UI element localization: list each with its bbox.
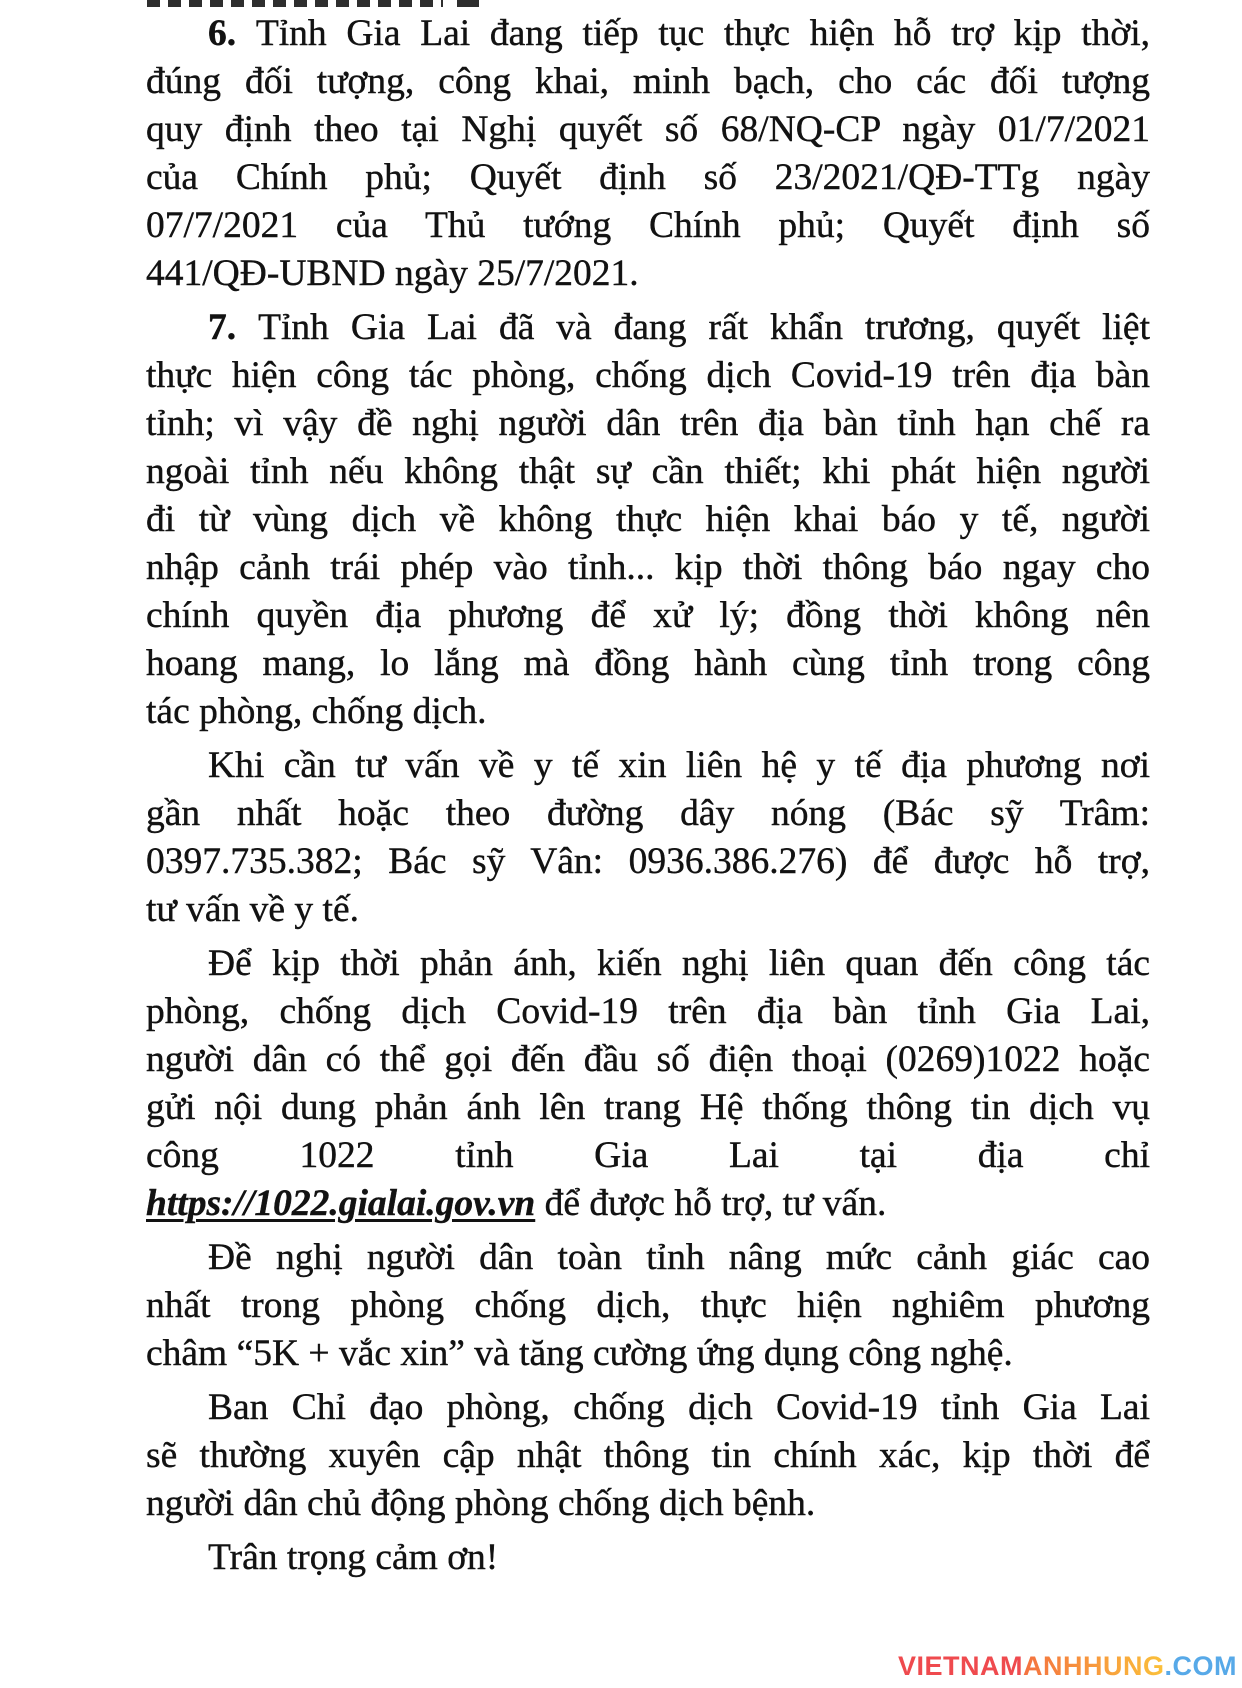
text-line: [146, 1084, 1150, 1132]
paragraph-thanks: [146, 1534, 1150, 1582]
text-segment: gửi nội dung phản ánh lên trang Hệ thống thông tin dịch vụ: [146, 1087, 1150, 1128]
text-line: [146, 688, 1150, 736]
text-segment: của Chính phủ; Quyết định số 23/2021/QĐ-TTg ngày: [146, 157, 1150, 198]
text-segment: phòng, chống dịch Covid-19 trên địa bàn tỉnh Gia Lai,: [146, 991, 1150, 1032]
text-line: [146, 742, 1150, 790]
text-segment: Tỉnh Gia Lai đã và đang rất khẩn trương, quyết liệt: [258, 307, 1150, 348]
text-line: [146, 496, 1150, 544]
watermark-part: ANHHUNG: [1023, 1651, 1165, 1681]
text-line: [146, 10, 1150, 58]
document-body: [146, 10, 1150, 1588]
link-1022-gialai[interactable]: https://1022.gialai.gov.vn: [146, 1183, 536, 1224]
text-line: [146, 106, 1150, 154]
text-segment: tác phòng, chống dịch.: [146, 691, 487, 732]
text-segment: sẽ thường xuyên cập nhật thông tin chính xác, kịp thời để: [146, 1435, 1150, 1476]
text-segment: 6.: [208, 13, 256, 54]
text-segment: người dân chủ động phòng chống dịch bệnh.: [146, 1483, 816, 1524]
watermark-part: VIETNAM: [898, 1651, 1023, 1681]
paragraph-7: [146, 304, 1150, 736]
text-line: [146, 202, 1150, 250]
watermark-vietnamanhhung: [898, 1651, 1237, 1682]
text-line: [146, 1330, 1150, 1378]
text-line: [146, 352, 1150, 400]
paragraph-hotline: [146, 742, 1150, 934]
text-line: [146, 544, 1150, 592]
text-line: [146, 304, 1150, 352]
cropped-text-fragment: [147, 0, 443, 7]
text-line: [146, 940, 1150, 988]
text-segment: nhất trong phòng chống dịch, thực hiện nghiêm phương: [146, 1285, 1150, 1326]
text-segment: công 1022 tỉnh Gia Lai tại địa chỉ: [146, 1135, 1150, 1176]
text-segment: tư vấn về y tế.: [146, 889, 359, 930]
text-segment: thực hiện công tác phòng, chống dịch Covid-19 trên địa bàn: [146, 355, 1150, 396]
text-segment: Tỉnh Gia Lai đang tiếp tục thực hiện hỗ trợ kịp thời,: [255, 13, 1150, 54]
text-line: [146, 838, 1150, 886]
text-segment: 0397.735.382; Bác sỹ Vân: 0936.386.276) để được hỗ trợ,: [146, 841, 1150, 882]
cropped-text-fragment-tail: [457, 0, 479, 7]
text-line: [146, 1480, 1150, 1528]
text-segment: gần nhất hoặc theo đường dây nóng (Bác sỹ Trâm:: [146, 793, 1150, 834]
text-segment: chính quyền địa phương để xử lý; đồng thời không nên: [146, 595, 1150, 636]
text-line: [146, 400, 1150, 448]
text-segment: tỉnh; vì vậy đề nghị người dân trên địa bàn tỉnh hạn chế ra: [146, 403, 1150, 444]
text-segment: đúng đối tượng, công khai, minh bạch, cho các đối tượng: [146, 61, 1150, 102]
text-line: [146, 592, 1150, 640]
text-line: [146, 1234, 1150, 1282]
text-line: [146, 448, 1150, 496]
text-line: [146, 1432, 1150, 1480]
text-line: [146, 1132, 1150, 1180]
text-line: [146, 640, 1150, 688]
text-line: [146, 58, 1150, 106]
text-segment: Trân trọng cảm ơn!: [208, 1537, 499, 1578]
text-line: [146, 1384, 1150, 1432]
paragraph-1022: [146, 940, 1150, 1228]
text-line: [146, 250, 1150, 298]
text-segment: 441/QĐ-UBND ngày 25/7/2021.: [146, 253, 639, 294]
text-segment: châm “5K + vắc xin” và tăng cường ứng dụng công nghệ.: [146, 1333, 1013, 1374]
text-line: [146, 790, 1150, 838]
text-segment: Ban Chỉ đạo phòng, chống dịch Covid-19 tỉnh Gia Lai: [208, 1387, 1150, 1428]
text-line: [146, 1282, 1150, 1330]
paragraph-6: [146, 10, 1150, 298]
text-segment: Khi cần tư vấn về y tế xin liên hệ y tế địa phương nơi: [208, 745, 1150, 786]
text-line: [146, 1534, 1150, 1582]
text-segment: người dân có thể gọi đến đầu số điện thoại (0269)1022 hoặc: [146, 1039, 1150, 1080]
text-line: [146, 154, 1150, 202]
text-segment: đi từ vùng dịch về không thực hiện khai báo y tế, người: [146, 499, 1150, 540]
paragraph-5k: [146, 1234, 1150, 1378]
text-line: [146, 1180, 1150, 1228]
text-line: [146, 886, 1150, 934]
text-segment: quy định theo tại Nghị quyết số 68/NQ-CP ngày 01/7/2021: [146, 109, 1150, 150]
text-segment: ngoài tỉnh nếu không thật sự cần thiết; khi phát hiện người: [146, 451, 1150, 492]
paragraph-bcd: [146, 1384, 1150, 1528]
watermark-part: .COM: [1164, 1651, 1237, 1681]
text-segment: Đề nghị người dân toàn tỉnh nâng mức cảnh giác cao: [208, 1237, 1150, 1278]
text-segment: 07/7/2021 của Thủ tướng Chính phủ; Quyết định số: [146, 205, 1150, 246]
text-segment: hoang mang, lo lắng mà đồng hành cùng tỉnh trong công: [146, 643, 1150, 684]
text-segment: 7.: [208, 307, 259, 348]
text-segment: Để kịp thời phản ánh, kiến nghị liên quan đến công tác: [208, 943, 1150, 984]
text-segment: nhập cảnh trái phép vào tỉnh... kịp thời thông báo ngay cho: [146, 547, 1150, 588]
text-line: [146, 988, 1150, 1036]
text-segment: để được hỗ trợ, tư vấn.: [535, 1183, 887, 1224]
text-line: [146, 1036, 1150, 1084]
